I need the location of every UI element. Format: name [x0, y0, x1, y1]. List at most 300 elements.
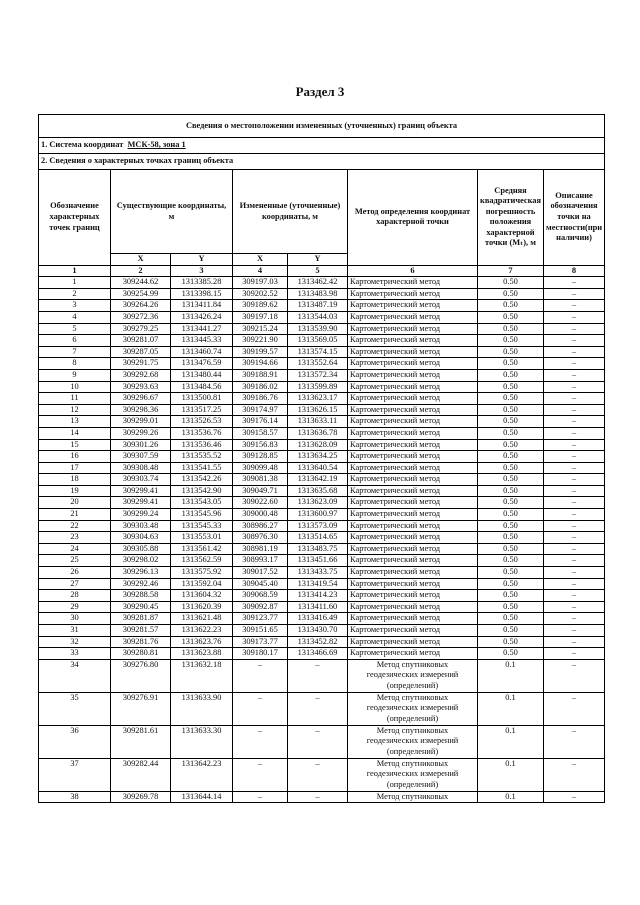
table-cell: 29 [39, 601, 111, 613]
table-cell: 309296.13 [111, 567, 171, 579]
col-number: 6 [348, 265, 478, 277]
table-cell: Метод спутниковых геодезических измерений (определений) [348, 692, 478, 725]
table-cell: 1313569.05 [288, 335, 348, 347]
table-cell: 1313433.75 [288, 567, 348, 579]
table-cell: Картометрический метод [348, 346, 478, 358]
col-number: 4 [233, 265, 288, 277]
table-cell: 308981.19 [233, 543, 288, 555]
table-cell: 1313544.03 [288, 311, 348, 323]
table-cell: Картометрический метод [348, 590, 478, 602]
table-cell: 21 [39, 509, 111, 521]
table-cell: – [544, 648, 605, 660]
table-cell: Картометрический метод [348, 578, 478, 590]
table-row [39, 485, 605, 497]
table-cell: Метод спутниковых геодезических измерений (определений) [348, 725, 478, 758]
table-cell: 1313635.68 [288, 485, 348, 497]
table-cell: 309296.67 [111, 393, 171, 405]
table-row [39, 416, 605, 428]
table-cell: 0.50 [478, 601, 544, 613]
table-cell: 0.50 [478, 451, 544, 463]
table-cell: 309287.05 [111, 346, 171, 358]
col-number: 1 [39, 265, 111, 277]
table-cell: 309303.48 [111, 520, 171, 532]
table-cell: 0.50 [478, 277, 544, 289]
table-cell: 1313561.42 [171, 543, 233, 555]
table-cell: 0.1 [478, 725, 544, 758]
table-cell: 9 [39, 369, 111, 381]
table-cell: – [544, 613, 605, 625]
table-cell: 1313573.09 [288, 520, 348, 532]
table-cell: 1 [39, 277, 111, 289]
table-row [39, 555, 605, 567]
table-cell: 1313620.39 [171, 601, 233, 613]
table-cell: 309303.74 [111, 474, 171, 486]
table-cell: 309282.44 [111, 758, 171, 791]
table-cell: 309299.01 [111, 416, 171, 428]
table-cell: 0.50 [478, 520, 544, 532]
table-cell: 309288.58 [111, 590, 171, 602]
table-cell: 0.50 [478, 485, 544, 497]
table-row [39, 543, 605, 555]
table-cell: – [544, 288, 605, 300]
table-row [39, 439, 605, 451]
table-cell: 1313604.32 [171, 590, 233, 602]
table-cell: 0.50 [478, 404, 544, 416]
table-cell: 309022.60 [233, 497, 288, 509]
table-row [39, 451, 605, 463]
table-cell: – [544, 659, 605, 692]
table-cell: 1313541.55 [171, 462, 233, 474]
table-cell: 1313466.69 [288, 648, 348, 660]
table-row [39, 427, 605, 439]
col-number: 5 [288, 265, 348, 277]
table-cell: 309128.85 [233, 451, 288, 463]
table-cell: Картометрический метод [348, 485, 478, 497]
table-cell: 309188.91 [233, 369, 288, 381]
table-cell: Картометрический метод [348, 509, 478, 521]
table-cell: 309176.14 [233, 416, 288, 428]
table-cell: 1313600.97 [288, 509, 348, 521]
table-cell: Метод спутниковых [348, 791, 478, 803]
table-cell: 309186.76 [233, 393, 288, 405]
table-cell: 1313592.04 [171, 578, 233, 590]
table-cell: 309197.03 [233, 277, 288, 289]
table-row [39, 692, 605, 725]
table-cell: 1313623.17 [288, 393, 348, 405]
table-cell: 11 [39, 393, 111, 405]
table-cell: 1313487.19 [288, 300, 348, 312]
table-cell: 17 [39, 462, 111, 474]
table-cell: 8 [39, 358, 111, 370]
table-cell: – [544, 692, 605, 725]
table-cell: 1313623.76 [171, 636, 233, 648]
table-cell: 309173.77 [233, 636, 288, 648]
table-cell: 309068.59 [233, 590, 288, 602]
table-cell: 1313575.92 [171, 567, 233, 579]
table-cell: 0.1 [478, 692, 544, 725]
table-row [39, 601, 605, 613]
table-row [39, 300, 605, 312]
table-cell: 16 [39, 451, 111, 463]
table-cell: 1313385.28 [171, 277, 233, 289]
table-cell: – [288, 758, 348, 791]
table-cell: 1313441.27 [171, 323, 233, 335]
table-row [39, 358, 605, 370]
table-cell: 0.50 [478, 427, 544, 439]
table-cell: Картометрический метод [348, 358, 478, 370]
table-cell: 1313500.81 [171, 393, 233, 405]
table-cell: – [233, 791, 288, 803]
table-cell: 1313445.33 [171, 335, 233, 347]
table-cell: 309301.26 [111, 439, 171, 451]
table-cell: 309292.46 [111, 578, 171, 590]
table-cell: 22 [39, 520, 111, 532]
table-cell: 12 [39, 404, 111, 416]
table-cell: 0.50 [478, 369, 544, 381]
table-cell: – [544, 393, 605, 405]
table-cell: 309269.78 [111, 791, 171, 803]
table-cell: Картометрический метод [348, 497, 478, 509]
table-cell: 309081.38 [233, 474, 288, 486]
table-cell: Картометрический метод [348, 648, 478, 660]
table-cell: – [544, 300, 605, 312]
table-cell: 309280.81 [111, 648, 171, 660]
table-cell: 309158.57 [233, 427, 288, 439]
table-cell: Метод спутниковых геодезических измерений (определений) [348, 659, 478, 692]
table-cell: 309244.62 [111, 277, 171, 289]
table-cell: – [544, 451, 605, 463]
table-cell: 0.50 [478, 613, 544, 625]
table-cell: 20 [39, 497, 111, 509]
table-cell: 0.50 [478, 335, 544, 347]
table-cell: 1313636.78 [288, 427, 348, 439]
table-cell: 0.50 [478, 648, 544, 660]
table-cell: 1313535.52 [171, 451, 233, 463]
table-cell: – [544, 323, 605, 335]
table-cell: – [544, 346, 605, 358]
table-cell: Картометрический метод [348, 601, 478, 613]
table-cell: 25 [39, 555, 111, 567]
table-cell: 1313633.11 [288, 416, 348, 428]
table-cell: 1313545.33 [171, 520, 233, 532]
table-cell: 1313553.01 [171, 532, 233, 544]
table-cell: 36 [39, 725, 111, 758]
table-cell: 1313483.98 [288, 288, 348, 300]
table-cell: 1313426.24 [171, 311, 233, 323]
boundary-points-table [38, 114, 605, 803]
table-cell: 0.50 [478, 346, 544, 358]
table-cell: 0.50 [478, 474, 544, 486]
table-cell: 1313451.66 [288, 555, 348, 567]
table-cell: 309299.41 [111, 485, 171, 497]
table-cell: – [233, 725, 288, 758]
table-cell: 0.1 [478, 659, 544, 692]
table-cell: – [544, 439, 605, 451]
table-cell: 1313480.44 [171, 369, 233, 381]
table-cell: Картометрический метод [348, 451, 478, 463]
table-cell: – [544, 427, 605, 439]
table-cell: – [544, 474, 605, 486]
table-cell: 309199.57 [233, 346, 288, 358]
table-cell: 309000.48 [233, 509, 288, 521]
table-cell: – [544, 725, 605, 758]
table-cell: 38 [39, 791, 111, 803]
table-cell: 309276.91 [111, 692, 171, 725]
coord-system-label: 1. Система координат [41, 140, 124, 150]
col-mean-error: Средняя квадратическая погрешность положения характерной точки (Mₜ), м [478, 170, 544, 266]
table-row [39, 381, 605, 393]
table-cell: – [544, 636, 605, 648]
table-cell: 0.50 [478, 509, 544, 521]
table-row [39, 288, 605, 300]
table-cell: Картометрический метод [348, 277, 478, 289]
table-cell: 309279.25 [111, 323, 171, 335]
table-cell: – [288, 791, 348, 803]
table-cell: 27 [39, 578, 111, 590]
table-cell: 0.50 [478, 497, 544, 509]
table-cell: 1313633.90 [171, 692, 233, 725]
table-cell: 309194.66 [233, 358, 288, 370]
table-cell: 1313562.59 [171, 555, 233, 567]
table-cell: – [544, 311, 605, 323]
table-cell: 1313460.74 [171, 346, 233, 358]
table-cell: 1313398.15 [171, 288, 233, 300]
table-cell: 309276.80 [111, 659, 171, 692]
table-row [39, 323, 605, 335]
table-cell: – [544, 791, 605, 803]
table-cell: 0.50 [478, 381, 544, 393]
table-cell: 1313623.09 [288, 497, 348, 509]
table-cell: 1313419.54 [288, 578, 348, 590]
table-cell: 1313411.60 [288, 601, 348, 613]
table-cell: Картометрический метод [348, 543, 478, 555]
table-cell: 15 [39, 439, 111, 451]
table-cell: 1313640.54 [288, 462, 348, 474]
table-cell: 309264.26 [111, 300, 171, 312]
col-x: X [233, 254, 288, 266]
table-cell: 1313572.34 [288, 369, 348, 381]
table-cell: Картометрический метод [348, 474, 478, 486]
page-title: Раздел 3 [295, 84, 345, 99]
table-cell: 309045.40 [233, 578, 288, 590]
table-cell: 23 [39, 532, 111, 544]
table-cell: Картометрический метод [348, 416, 478, 428]
table-cell: 0.50 [478, 300, 544, 312]
table-cell: 309281.61 [111, 725, 171, 758]
table-cell: – [544, 532, 605, 544]
table-cell: 26 [39, 567, 111, 579]
table-cell: Картометрический метод [348, 532, 478, 544]
table-cell: 309156.83 [233, 439, 288, 451]
table-cell: 309298.02 [111, 555, 171, 567]
table-cell: – [233, 659, 288, 692]
table-cell: – [544, 277, 605, 289]
table-cell: Картометрический метод [348, 311, 478, 323]
table-cell: 1313411.84 [171, 300, 233, 312]
table-cell: 0.1 [478, 758, 544, 791]
table-cell: – [544, 335, 605, 347]
table-cell: Картометрический метод [348, 335, 478, 347]
table-cell: 0.50 [478, 636, 544, 648]
table-cell: 309281.76 [111, 636, 171, 648]
table-cell: 309017.52 [233, 567, 288, 579]
table-cell: 1313644.14 [171, 791, 233, 803]
table-cell: 1313539.90 [288, 323, 348, 335]
table-cell: 19 [39, 485, 111, 497]
table-cell: Картометрический метод [348, 393, 478, 405]
table-cell: 309221.90 [233, 335, 288, 347]
table-cell: 5 [39, 323, 111, 335]
table-cell: 1313536.76 [171, 427, 233, 439]
col-number: 2 [111, 265, 171, 277]
table-cell: 24 [39, 543, 111, 555]
table-cell: 0.50 [478, 288, 544, 300]
table-cell: Картометрический метод [348, 427, 478, 439]
table-cell: 1313416.49 [288, 613, 348, 625]
table-cell: 309202.52 [233, 288, 288, 300]
table-cell: 1313517.25 [171, 404, 233, 416]
table-cell: Метод спутниковых геодезических измерений (определений) [348, 758, 478, 791]
table-cell: 1313476.59 [171, 358, 233, 370]
table-cell: 32 [39, 636, 111, 648]
table-cell: – [544, 590, 605, 602]
table-cell: – [544, 416, 605, 428]
col-changed-coords: Измененные (уточненные) координаты, м [233, 170, 348, 254]
col-description: Описание обозначения точки на местности(при наличии) [544, 170, 605, 266]
table-cell: 309281.07 [111, 335, 171, 347]
table-cell: 31 [39, 625, 111, 637]
table-cell: – [233, 758, 288, 791]
table-row [39, 393, 605, 405]
table-cell: 0.50 [478, 543, 544, 555]
table-cell: 309272.36 [111, 311, 171, 323]
table-cell: 1313552.64 [288, 358, 348, 370]
table-cell: – [544, 369, 605, 381]
table-row [39, 474, 605, 486]
table-cell: 309305.88 [111, 543, 171, 555]
table-cell: Картометрический метод [348, 404, 478, 416]
table-cell: 309180.17 [233, 648, 288, 660]
col-number: 8 [544, 265, 605, 277]
table-cell: 30 [39, 613, 111, 625]
table-cell: 309281.57 [111, 625, 171, 637]
table-cell: 1313626.15 [288, 404, 348, 416]
table-cell: 1313634.25 [288, 451, 348, 463]
table-row [39, 509, 605, 521]
table-cell: – [288, 725, 348, 758]
table-cell: 309049.71 [233, 485, 288, 497]
table-cell: 1313599.89 [288, 381, 348, 393]
table-cell: 309151.65 [233, 625, 288, 637]
table-row [39, 659, 605, 692]
table-cell: 1313536.46 [171, 439, 233, 451]
table-cell: 309299.26 [111, 427, 171, 439]
coord-system-row [39, 138, 605, 154]
table-cell: – [544, 555, 605, 567]
table-cell: 309292.68 [111, 369, 171, 381]
table-row [39, 520, 605, 532]
table-cell: 309123.77 [233, 613, 288, 625]
table-row [39, 578, 605, 590]
table-cell: 309099.48 [233, 462, 288, 474]
table-cell: 1313452.82 [288, 636, 348, 648]
table-cell: – [544, 509, 605, 521]
table-cell: 0.50 [478, 323, 544, 335]
col-y: Y [171, 254, 233, 266]
table-row [39, 462, 605, 474]
table-cell: – [544, 520, 605, 532]
table-cell: 35 [39, 692, 111, 725]
table-cell: 309281.87 [111, 613, 171, 625]
table-cell: 1313574.15 [288, 346, 348, 358]
table-cell: Картометрический метод [348, 625, 478, 637]
table-cell: 34 [39, 659, 111, 692]
table-row [39, 758, 605, 791]
table-cell: Картометрический метод [348, 613, 478, 625]
table-cell: 13 [39, 416, 111, 428]
col-y: Y [288, 254, 348, 266]
table-cell: 0.50 [478, 578, 544, 590]
table-cell: – [288, 659, 348, 692]
table-cell: 1313483.75 [288, 543, 348, 555]
table-cell: 0.50 [478, 555, 544, 567]
table-cell: 6 [39, 335, 111, 347]
table-cell: 1313484.56 [171, 381, 233, 393]
table-cell: Картометрический метод [348, 439, 478, 451]
table-cell: 309299.24 [111, 509, 171, 521]
table-cell: Картометрический метод [348, 369, 478, 381]
col-method: Метод определения координат характерной точки [348, 170, 478, 266]
table-cell: 0.50 [478, 625, 544, 637]
table-row [39, 497, 605, 509]
table-cell: 37 [39, 758, 111, 791]
table-cell: 1313622.23 [171, 625, 233, 637]
table-row [39, 725, 605, 758]
table-cell: – [544, 358, 605, 370]
table-cell: 309298.36 [111, 404, 171, 416]
table-cell: 1313414.23 [288, 590, 348, 602]
table-cell: 1313514.65 [288, 532, 348, 544]
table-cell: 309304.63 [111, 532, 171, 544]
table-cell: 309092.87 [233, 601, 288, 613]
col-number: 3 [171, 265, 233, 277]
table-cell: 2 [39, 288, 111, 300]
table-cell: Картометрический метод [348, 555, 478, 567]
table-row [39, 532, 605, 544]
table-cell: 1313632.18 [171, 659, 233, 692]
table-row [39, 636, 605, 648]
table-cell: – [544, 567, 605, 579]
col-point-designation: Обозначение характерных точек границ [39, 170, 111, 266]
table-cell: Картометрический метод [348, 462, 478, 474]
table-cell: Картометрический метод [348, 288, 478, 300]
table-cell: 18 [39, 474, 111, 486]
coord-system-value: МСК-58, зона 1 [127, 140, 186, 150]
table-row [39, 404, 605, 416]
table-cell: 1313526.53 [171, 416, 233, 428]
table-cell: – [544, 601, 605, 613]
table-cell: Картометрический метод [348, 381, 478, 393]
table-cell: Картометрический метод [348, 520, 478, 532]
table-cell: 0.50 [478, 567, 544, 579]
table-cell: – [288, 692, 348, 725]
table-cell: 0.50 [478, 393, 544, 405]
table-cell: 308993.17 [233, 555, 288, 567]
table-cell: 10 [39, 381, 111, 393]
table-cell: 308986.27 [233, 520, 288, 532]
table-cell: – [544, 404, 605, 416]
table-row [39, 369, 605, 381]
